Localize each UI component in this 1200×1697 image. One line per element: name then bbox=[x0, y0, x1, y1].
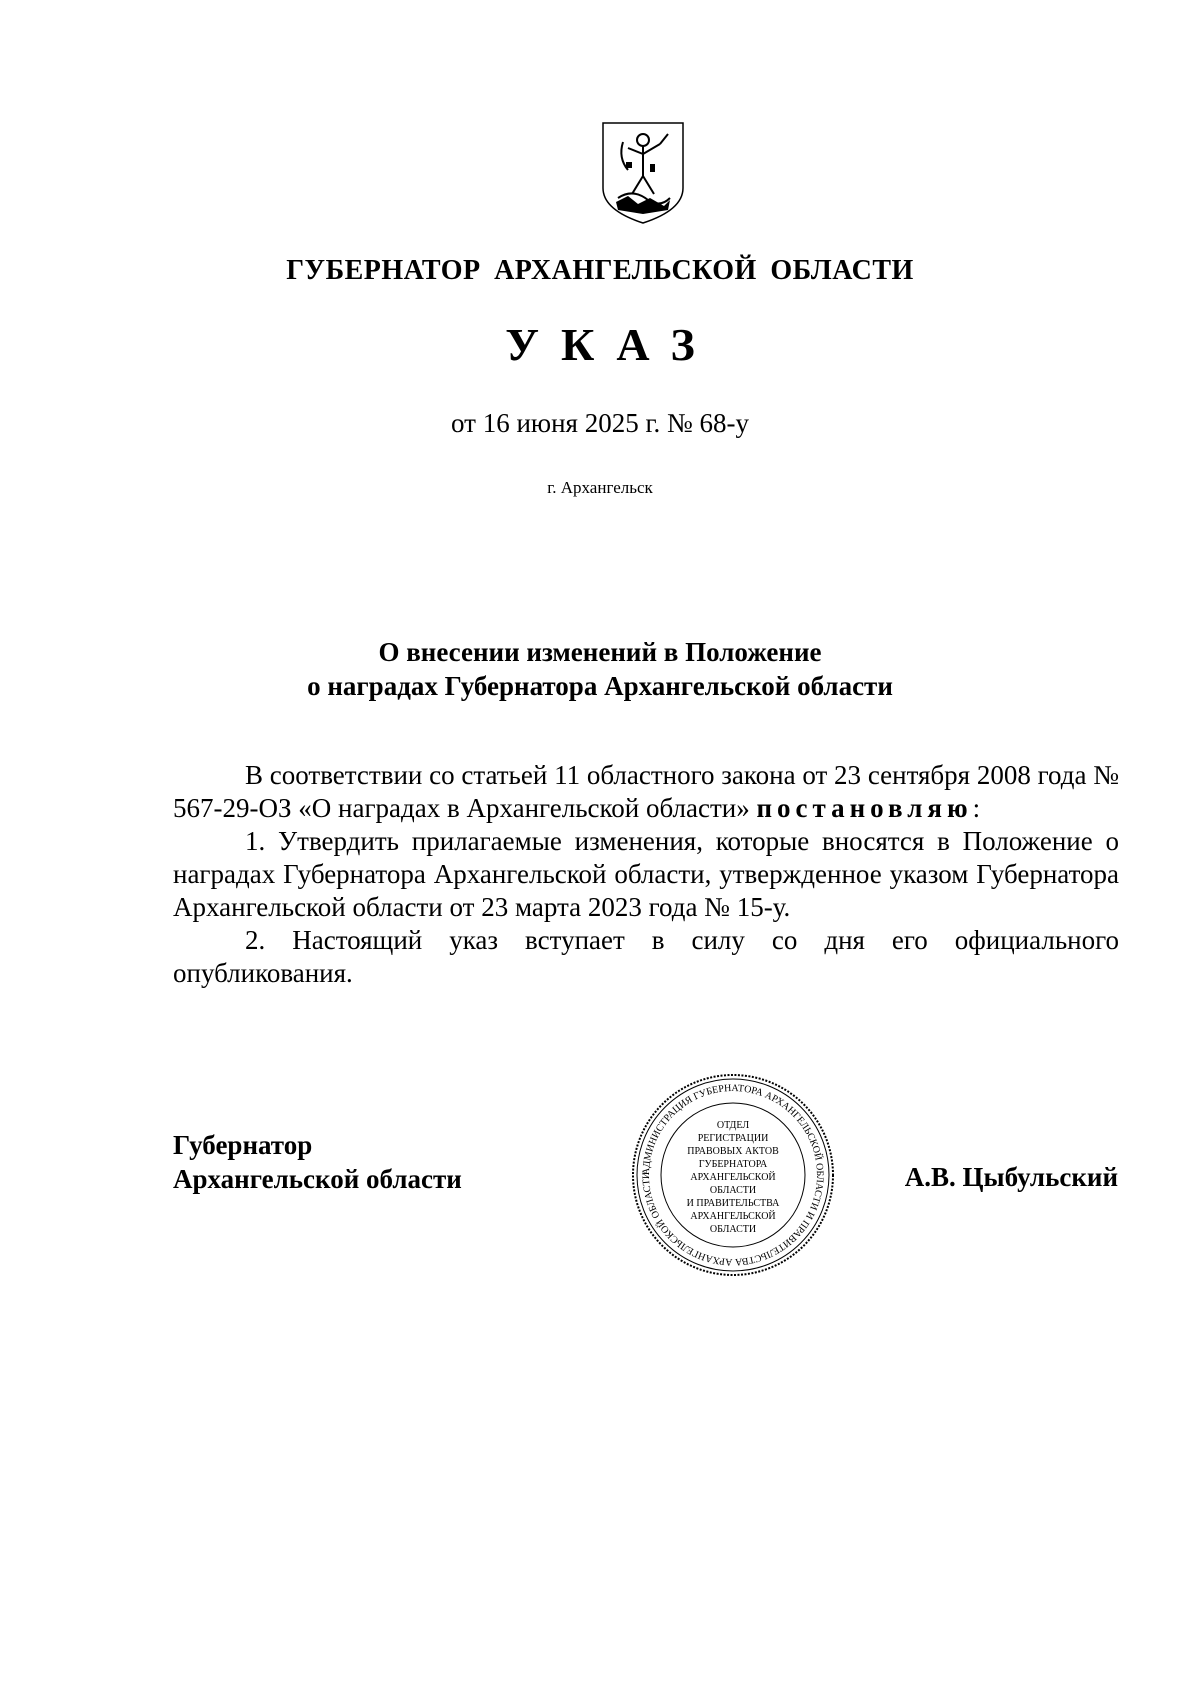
document-subject bbox=[0, 635, 1200, 703]
signatory-title bbox=[173, 1128, 462, 1196]
signatory-title-line-1: Губернатор bbox=[173, 1130, 313, 1160]
seal-line-2: РЕГИСТРАЦИИ bbox=[697, 1133, 769, 1144]
document-body bbox=[173, 759, 1119, 990]
coat-of-arms-icon bbox=[598, 118, 688, 228]
seal-line-1: ОТДЕЛ bbox=[716, 1120, 750, 1131]
document-type-title: УКАЗ bbox=[505, 319, 717, 370]
document-city: г. Архангельск bbox=[547, 478, 653, 497]
subject-line-2: о наградах Губернатора Архангельской области bbox=[307, 671, 893, 701]
official-seal-icon bbox=[628, 1070, 838, 1280]
signatory-name: А.В. Цыбульский bbox=[904, 1162, 1118, 1192]
subject-line-1: О внесении изменений в Положение bbox=[378, 637, 822, 667]
document-date-number: от 16 июня 2025 г. № 68-у bbox=[451, 408, 749, 438]
seal-line-9: ОБЛАСТИ bbox=[709, 1224, 757, 1235]
signatory-title-line-2: Архангельской области bbox=[173, 1164, 462, 1194]
preamble-paragraph bbox=[173, 759, 1119, 825]
decree-word: постановляю bbox=[756, 793, 973, 823]
decree-colon: : bbox=[972, 793, 981, 823]
seal-line-5: АРХАНГЕЛЬСКОЙ bbox=[690, 1172, 776, 1183]
seal-line-3: ПРАВОВЫХ АКТОВ bbox=[687, 1146, 779, 1157]
seal-line-4: ГУБЕРНАТОРА bbox=[698, 1159, 768, 1170]
seal-line-6: ОБЛАСТИ bbox=[709, 1185, 757, 1196]
seal-outer-text: АДМИНИСТРАЦИЯ ГУБЕРНАТОРА АРХАНГЕЛЬСКОЙ ОБЛАСТИ И ПРАВИТЕЛЬСТВА АРХАНГЕЛЬСКОЙ ОБЛАСТИ bbox=[640, 1082, 826, 1268]
item-2-paragraph: 2. Настоящий указ вступает в силу со дня его официального опубликования. bbox=[173, 925, 1119, 988]
seal-line-7: И ПРАВИТЕЛЬСТВА bbox=[686, 1198, 780, 1209]
preamble-text: В соответствии со статьей 11 областного закона от 23 сентября 2008 года № 567-29-ОЗ «О наградах в Архангельской области» bbox=[173, 760, 1119, 823]
seal-line-8: АРХАНГЕЛЬСКОЙ bbox=[690, 1211, 776, 1222]
item-1-paragraph: 1. Утвердить прилагаемые изменения, которые вносятся в Положение о наградах Губернатора Архангельской области, утвержденное указом Губернатора Архангельской области от 23 марта 2023 года № 15-у. bbox=[173, 826, 1119, 922]
issuing-authority: ГУБЕРНАТОР АРХАНГЕЛЬСКОЙ ОБЛАСТИ bbox=[286, 255, 914, 286]
